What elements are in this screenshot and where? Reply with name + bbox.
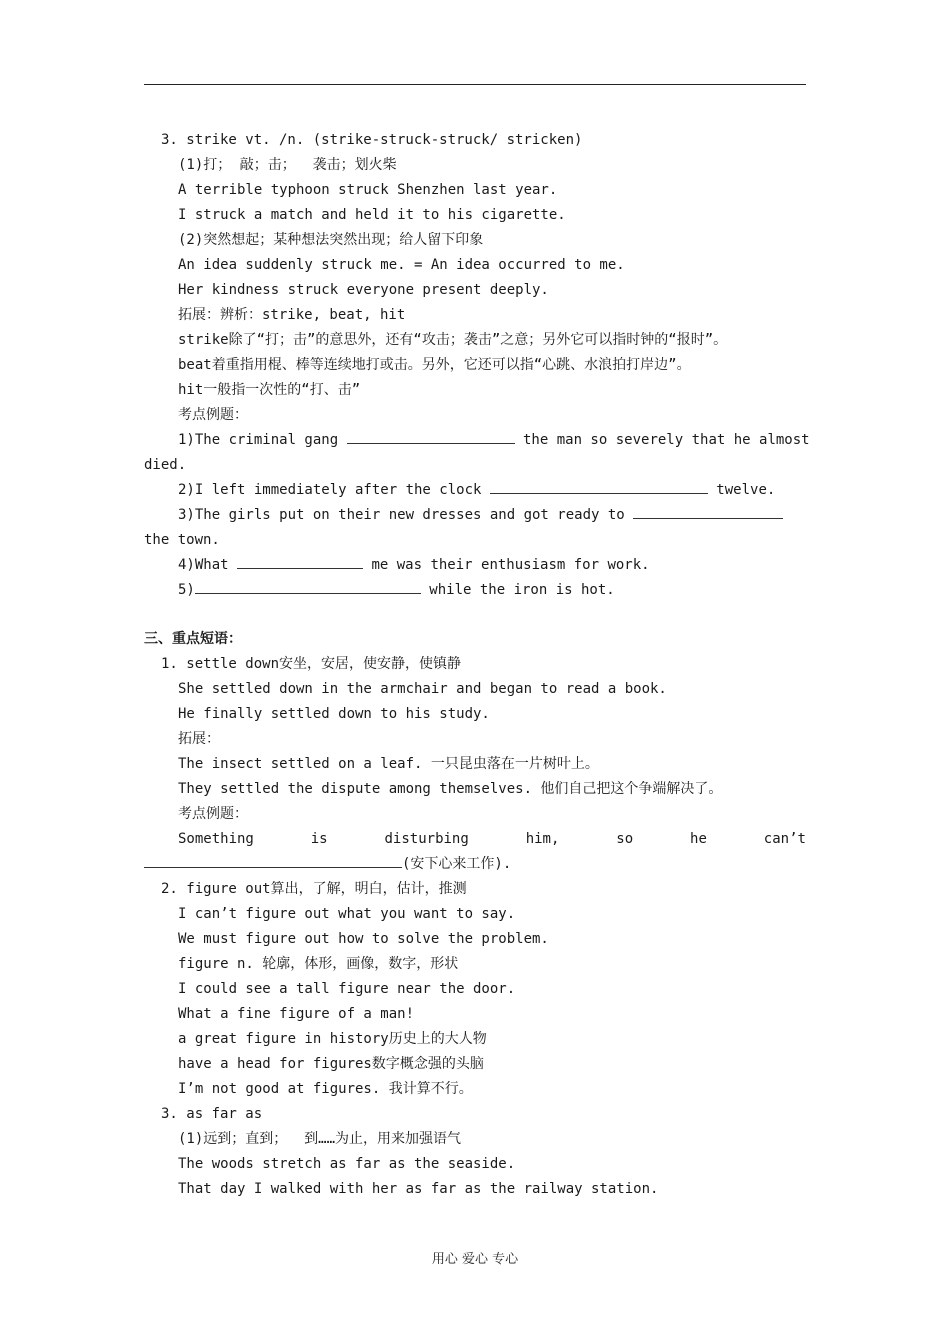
- question-1-continuation: died.: [144, 457, 187, 473]
- strike-note: strike除了“打；击”的意思外，还有“攻击；袭击”之意；另外它可以指时钟的“报时”。: [178, 332, 728, 348]
- question-word: can’t: [763, 831, 806, 847]
- section-spacer: [144, 603, 806, 627]
- question-hint: (安下心来工作).: [402, 856, 512, 872]
- hit-note: hit一般指一次性的“打、击”: [178, 382, 361, 398]
- phrase-1-title: 1. settle down安坐，安居，使安静，使镇静: [161, 656, 462, 672]
- question-word: is: [310, 831, 328, 847]
- question-5: [144, 578, 806, 603]
- question-3-start: 3)The girls put on their new dresses and got ready to: [178, 507, 634, 523]
- strike-example-3: An idea suddenly struck me. = An idea occurred to me.: [178, 257, 625, 273]
- phrase-1-question-continuation: [144, 852, 806, 877]
- phrase-2-example-1: I can’t figure out what you want to say.: [178, 906, 516, 922]
- exam-label: 考点例题：: [178, 407, 248, 423]
- question-word: he: [690, 831, 707, 847]
- phrase-1-question: [144, 827, 806, 852]
- answer-blank-3[interactable]: [633, 504, 783, 519]
- phrase-2-example-6: have a head for figures数字概念强的头脑: [178, 1056, 484, 1072]
- question-word: disturbing: [384, 831, 469, 847]
- phrase-2-title: 2. figure out算出，了解，明白，估计，推测: [161, 881, 467, 897]
- question-1-start: 1)The criminal gang: [178, 432, 347, 448]
- answer-blank-2[interactable]: [490, 479, 708, 494]
- phrase-3-meaning-1: (1)远到；直到； 到……为止，用来加强语气: [178, 1131, 461, 1147]
- strike-meaning-2: (2)突然想起；某种想法突然出现；给人留下印象: [178, 232, 484, 248]
- phrase-3-example-2: That day I walked with her as far as the railway station.: [178, 1181, 659, 1197]
- answer-blank-6[interactable]: [144, 853, 402, 868]
- phrase-1-example-1: She settled down in the armchair and began to read a book.: [178, 681, 667, 697]
- phrase-3-example-1: The woods stretch as far as the seaside.: [178, 1156, 516, 1172]
- strike-example-1: A terrible typhoon struck Shenzhen last year.: [178, 182, 558, 198]
- phrase-2-noun: figure n. 轮廓，体形，画像，数字，形状: [178, 956, 459, 972]
- phrase-1-example-2: He finally settled down to his study.: [178, 706, 490, 722]
- question-word: him,: [525, 831, 560, 847]
- phrase-1-expand: 拓展：: [178, 731, 220, 747]
- phrase-2-example-7: I’m not good at figures. 我计算不行。: [178, 1081, 473, 1097]
- strike-meaning-1: (1)打； 敲；击； 袭击；划火柴: [178, 157, 397, 173]
- question-2-end: twelve.: [707, 482, 776, 498]
- page-footer: 用心 爱心 专心: [431, 1252, 519, 1267]
- question-2-start: 2)I left immediately after the clock: [178, 482, 490, 498]
- strike-title: 3. strike vt. /n. (strike-struck-struck/ stricken): [161, 132, 583, 148]
- phrase-1-exam-label: 考点例题：: [178, 806, 248, 822]
- question-1-end: the man so severely that he almost: [514, 432, 810, 448]
- question-4: [144, 553, 806, 578]
- question-word: so: [616, 831, 634, 847]
- question-4-start: 4)What: [178, 557, 238, 573]
- header-rule: [144, 84, 806, 85]
- question-4-end: me was their enthusiasm for work.: [363, 557, 650, 573]
- question-word: Something: [178, 831, 254, 847]
- phrase-2-example-5: a great figure in history历史上的大人物: [178, 1031, 487, 1047]
- question-5-start: 5): [178, 582, 195, 598]
- phrase-1-example-3: The insect settled on a leaf. 一只昆虫落在一片树叶上。: [178, 756, 599, 772]
- phrase-3-title: 3. as far as: [161, 1106, 263, 1122]
- question-3-continuation: the town.: [144, 532, 220, 548]
- strike-example-4: Her kindness struck everyone present deeply.: [178, 282, 549, 298]
- phrase-2-example-4: What a fine figure of a man!: [178, 1006, 415, 1022]
- question-5-end: while the iron is hot.: [420, 582, 615, 598]
- answer-blank-5[interactable]: [195, 579, 421, 594]
- question-2: [144, 478, 806, 503]
- phrase-1-example-4: They settled the dispute among themselves. 他们自己把这个争端解决了。: [178, 781, 723, 797]
- document-body: [144, 128, 810, 1202]
- beat-note: beat着重指用棍、棒等连续地打或击。另外，它还可以指“心跳、水浪拍打岸边”。: [178, 357, 691, 373]
- answer-blank-1[interactable]: [347, 429, 515, 444]
- question-3: [144, 503, 806, 528]
- answer-blank-4[interactable]: [237, 554, 363, 569]
- strike-expand: 拓展：辨析：strike, beat, hit: [178, 307, 406, 323]
- strike-example-2: I struck a match and held it to his cigarette.: [178, 207, 566, 223]
- phrase-2-example-3: I could see a tall figure near the door.: [178, 981, 516, 997]
- section-heading: 三、重点短语：: [144, 631, 242, 647]
- question-1: [144, 428, 810, 453]
- phrase-2-example-2: We must figure out how to solve the problem.: [178, 931, 549, 947]
